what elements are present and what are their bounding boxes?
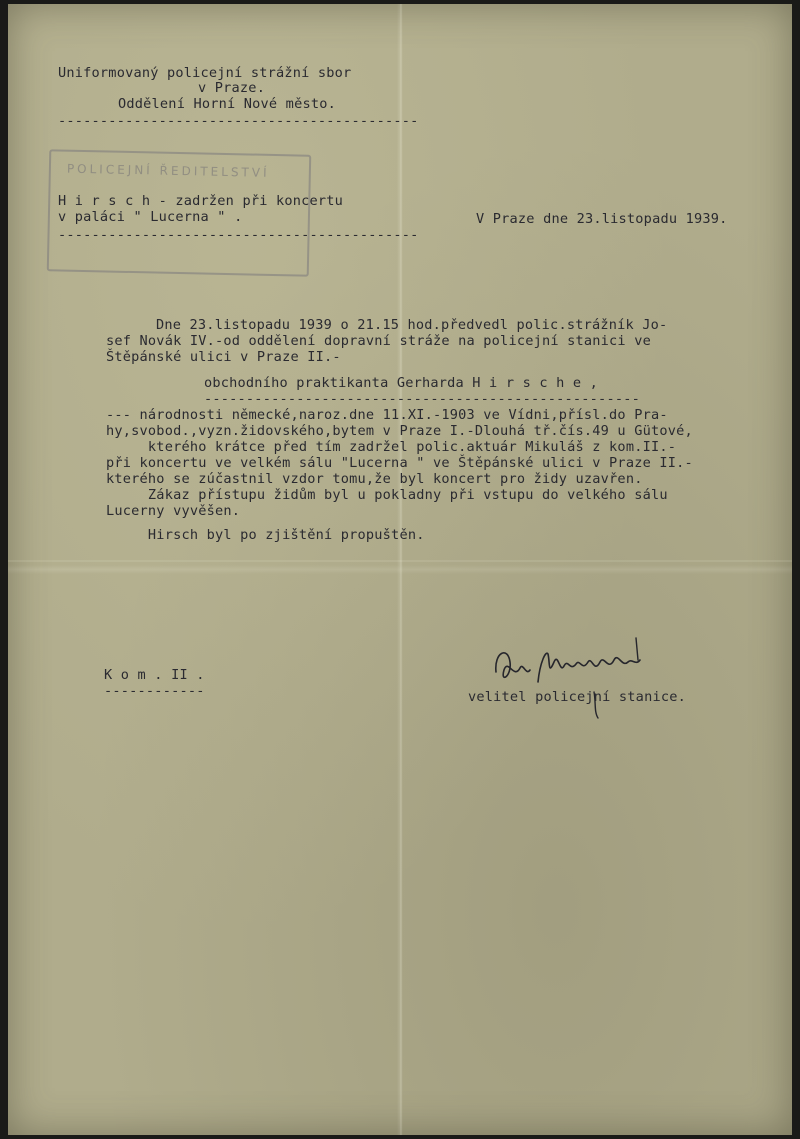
paragraph-line-1: --- národnosti německé,naroz.dne 11.XI.-1903 ve Vídni,přísl.do Pra-	[106, 407, 668, 423]
paragraph-line-2: hy,svobod.,vyzn.židovského,bytem v Praze I.-Dlouhá tř.čís.49 u Gütové,	[106, 423, 693, 439]
fold-crease-horizontal	[8, 560, 792, 562]
fold-crease-vertical	[400, 4, 402, 1135]
header-line-1: Uniformovaný policejní strážní sbor	[58, 65, 352, 81]
paragraph-line-7: Lucerny vyvěšen.	[106, 503, 241, 519]
date-line: V Praze dne 23.listopadu 1939.	[476, 211, 728, 227]
header-line-2: v Praze.	[198, 80, 266, 96]
subject-rule: -------------------------------------------	[58, 227, 419, 243]
department-label: K o m . II .	[104, 667, 205, 683]
department-rule: ------------	[104, 683, 205, 699]
signatory-title: velitel policejní stanice.	[468, 689, 686, 705]
subject-line-2: v paláci " Lucerna " .	[58, 209, 243, 225]
paragraph-line-4: při koncertu ve velkém sálu "Lucerna " ve Štěpánské ulici v Praze II.-	[106, 455, 693, 471]
header-rule: -------------------------------------------	[58, 113, 419, 129]
detainee-name: obchodního praktikanta Gerharda H i r s c h e ,	[204, 375, 599, 391]
body-line-1: Dne 23.listopadu 1939 o 21.15 hod.předvedl polic.strážník Jo-	[156, 317, 668, 333]
paragraph-line-5: kterého se zúčastnil vzdor tomu,že byl koncert pro židy uzavřen.	[106, 471, 643, 487]
body-line-3: Štěpánské ulici v Praze II.-	[106, 349, 341, 365]
stamp-lettering: POLICEJNÍ ŘEDITELSTVÍ	[66, 161, 270, 180]
body-line-2: sef Novák IV.-od oddělení dopravní stráže na policejní stanici ve	[106, 333, 651, 349]
detainee-rule: ----------------------------------------------------	[204, 391, 640, 407]
handwritten-signature	[490, 632, 670, 720]
paragraph-line-8: Hirsch byl po zjištění propuštěn.	[106, 527, 425, 543]
subject-line-1: H i r s c h - zadržen při koncertu	[58, 193, 344, 209]
paragraph-line-3: kterého krátce před tím zadržel polic.aktuár Mikuláš z kom.II.-	[106, 439, 677, 455]
paragraph-line-6: Zákaz přístupu židům byl u pokladny při vstupu do velkého sálu	[106, 487, 668, 503]
document-page	[8, 4, 792, 1135]
header-line-3: Oddělení Horní Nové město.	[118, 96, 336, 112]
